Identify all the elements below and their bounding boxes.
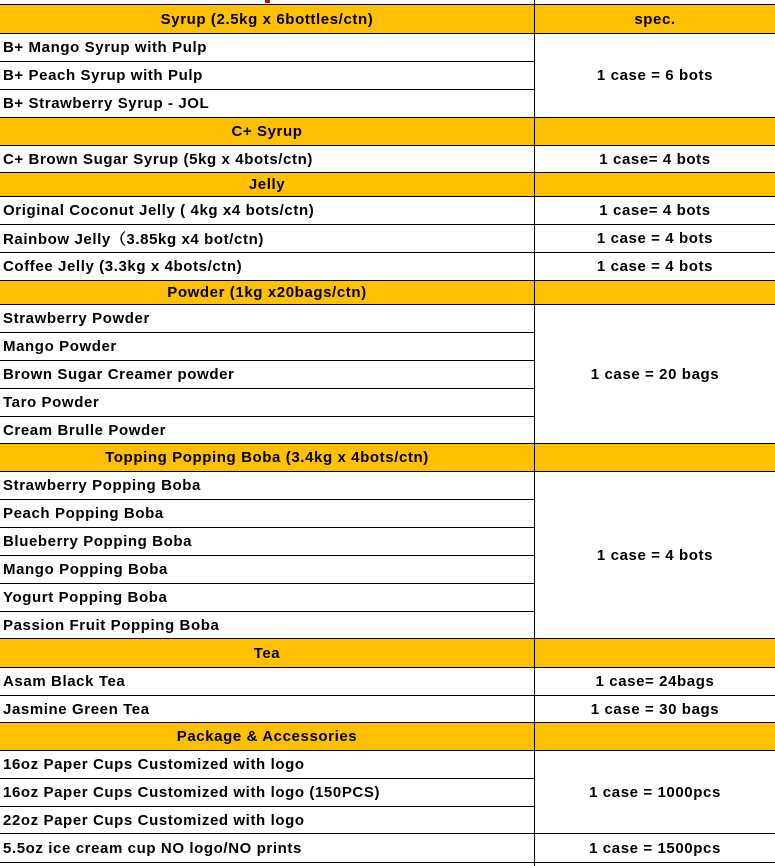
row-border <box>0 722 775 723</box>
spec-column-header: spec. <box>535 5 775 33</box>
row-border <box>0 416 534 417</box>
spec-cell: 1 case= 24bags <box>595 673 715 690</box>
row-border <box>0 611 534 612</box>
row-border <box>0 638 775 639</box>
row-border <box>0 332 534 333</box>
section-header-spec-blank <box>535 639 775 667</box>
spec-cell: 1 case = 4 bots <box>596 258 714 275</box>
item-row: Mango Powder <box>3 338 117 355</box>
section-header-jelly: Jelly <box>0 173 534 196</box>
row-border <box>0 4 775 5</box>
spec-cell: 1 case= 4 bots <box>599 150 711 168</box>
row-border <box>0 806 534 807</box>
row-border <box>0 280 775 281</box>
spec-cell: 1 case = 1000pcs <box>589 783 721 801</box>
row-border <box>0 304 775 305</box>
item-row: 22oz Paper Cups Customized with logo <box>3 811 305 829</box>
item-row: Blueberry Popping Boba <box>3 533 193 550</box>
row-border <box>0 862 775 863</box>
red-mark <box>265 0 270 3</box>
section-header-spec-blank <box>535 444 775 471</box>
item-row: B+ Strawberry Syrup - JOL <box>3 95 210 112</box>
item-row: B+ Mango Syrup with Pulp <box>3 39 207 56</box>
item-row: Peach Popping Boba <box>3 505 164 522</box>
item-row: Yogurt Popping Boba <box>3 589 168 606</box>
row-border <box>0 527 534 528</box>
row-border <box>0 33 775 34</box>
item-row: Taro Powder <box>3 394 100 411</box>
spec-cell: 1 case = 20 bags <box>590 365 720 383</box>
item-row: Mango Popping Boba <box>3 561 168 578</box>
item-row: 16oz Paper Cups Customized with logo <box>3 756 305 773</box>
section-header-popping-boba: Topping Popping Boba (3.4kg x 4bots/ctn) <box>0 444 534 471</box>
row-border <box>0 750 775 751</box>
item-row: B+ Peach Syrup with Pulp <box>3 67 203 84</box>
row-border <box>0 360 534 361</box>
row-border <box>0 555 534 556</box>
item-row: C+ Brown Sugar Syrup (5kg x 4bots/ctn) <box>3 150 313 168</box>
section-header-package: Package & Accessories <box>0 723 534 750</box>
item-row: Strawberry Powder <box>3 310 150 327</box>
row-border <box>0 443 775 444</box>
row-border <box>0 61 534 62</box>
row-border <box>0 252 775 253</box>
item-row: 5.5oz ice cream cup NO logo/NO prints <box>3 839 302 857</box>
item-row: Asam Black Tea <box>3 673 126 690</box>
item-row: Brown Sugar Creamer powder <box>3 366 235 383</box>
spec-cell: 1 case = 4 bots <box>596 546 714 564</box>
item-row: Rainbow Jelly（3.85kg x4 bot/ctn) <box>3 231 264 248</box>
spec-cell: 1 case = 30 bags <box>590 700 720 718</box>
row-border <box>0 499 534 500</box>
row-border <box>0 778 534 779</box>
section-header-syrup: Syrup (2.5kg x 6bottles/ctn) <box>0 5 534 33</box>
spec-cell: 1 case = 4 bots <box>596 230 714 247</box>
spec-cell: 1 case= 4 bots <box>599 202 711 219</box>
item-row: Coffee Jelly (3.3kg x 4bots/ctn) <box>3 258 243 275</box>
row-border <box>0 388 534 389</box>
row-border <box>0 224 775 225</box>
row-border <box>0 667 775 668</box>
item-row: Cream Brulle Powder <box>3 421 167 439</box>
row-border <box>0 583 534 584</box>
row-border <box>0 117 775 118</box>
row-border <box>0 145 775 146</box>
section-header-spec-blank <box>535 118 775 145</box>
spec-cell: 1 case = 1500pcs <box>589 839 721 857</box>
spec-cell: 1 case = 6 bots <box>596 67 714 84</box>
column-divider <box>534 0 535 866</box>
row-border <box>0 833 775 834</box>
item-row: 16oz Paper Cups Customized with logo (150PCS) <box>3 784 381 801</box>
section-header-spec-blank <box>535 723 775 750</box>
section-header-c-syrup: C+ Syrup <box>0 118 534 145</box>
row-border <box>0 89 534 90</box>
row-border <box>0 196 775 197</box>
section-header-tea: Tea <box>0 639 534 667</box>
row-border <box>0 172 775 173</box>
item-row: Passion Fruit Popping Boba <box>3 616 220 634</box>
item-row: Strawberry Popping Boba <box>3 477 201 494</box>
item-row: Jasmine Green Tea <box>3 700 150 718</box>
item-row: Original Coconut Jelly ( 4kg x4 bots/ctn) <box>3 202 315 219</box>
row-border <box>0 471 775 472</box>
row-border <box>0 695 775 696</box>
section-header-spec-blank <box>535 281 775 304</box>
section-header-powder: Powder (1kg x20bags/ctn) <box>0 281 534 304</box>
section-header-spec-blank <box>535 173 775 196</box>
